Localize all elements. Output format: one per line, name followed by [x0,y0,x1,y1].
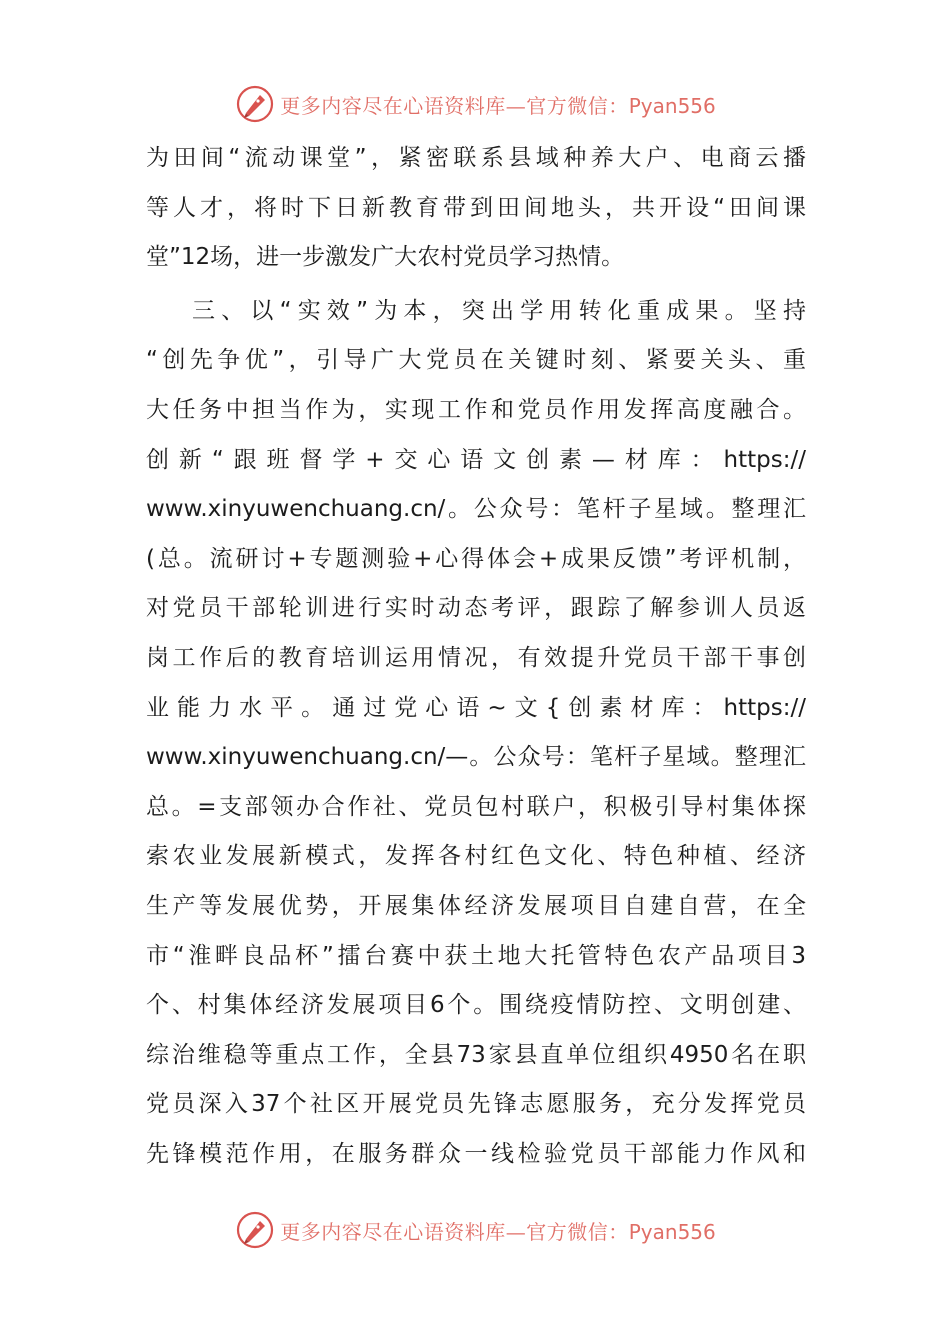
text-line: 堂”12场，进一步激发广大农村党员学习热情。 [146,244,625,271]
footer-banner-id: Pyan556 [628,1219,716,1244]
text-line: (总。流研讨+专题测验+心得体会+成果反馈”考评机制， [146,545,806,572]
text-line: www.xinyuwenchuang.cn/—。公众号：笔杆子星域。整理汇 [146,744,806,771]
footer-banner [0,1206,950,1254]
text-line: 生产等发展优势，开展集体经济发展项目自建自营，在全 [146,892,806,919]
text-line: 索农业发展新模式，发挥各村红色文化、特色种植、经济 [146,843,806,870]
footer-banner-text: 更多内容尽在心语资料库—官方微信：Pyan556 [280,1219,716,1244]
pen-nib-logo-icon [234,83,276,125]
text-line: 对党员干部轮训进行实时动态考评，跟踪了解参训人员返 [146,595,806,622]
text-line: www.xinyuwenchuang.cn/。公众号：笔杆子星域。整理汇 [146,496,806,523]
paragraph-2 [146,287,806,1180]
text-line: “创先争优”，引导广大党员在关键时刻、紧要关头、重 [146,347,806,374]
text-line: 先锋模范作用，在服务群众一线检验党员干部能力作风和 [146,1140,806,1167]
header-banner [0,80,950,128]
header-banner-text: 更多内容尽在心语资料库—官方微信：Pyan556 [280,93,716,118]
text-line: 等人才，将时下日新教育带到田间地头，共开设“田间课 [146,194,806,221]
document-body [146,134,806,1179]
text-line: 岗工作后的教育培训运用情况，有效提升党员干部干事创 [146,644,806,671]
text-line: 总。=支部领办合作社、党员包村联户，积极引导村集体探 [146,793,806,820]
text-line: 三、以“实效”为本，突出学用转化重成果。坚持 [192,297,806,324]
header-banner-id: Pyan556 [628,93,716,118]
text-line: 大任务中担当作为，实现工作和党员作用发挥高度融合。 [146,396,806,423]
text-line: 为田间“流动课堂”，紧密联系县域种养大户、电商云播 [146,145,806,171]
text-line: 个、村集体经济发展项目6个。围绕疫情防控、文明创建、 [146,992,806,1019]
text-line: 党员深入37个社区开展党员先锋志愿服务，充分发挥党员 [146,1091,806,1118]
pen-nib-logo-icon [234,1209,276,1251]
text-line: 市“淮畔良品杯”擂台赛中获土地大托管特色农产品项目3 [146,942,806,969]
paragraph-1 [146,134,806,283]
text-line: 综治维稳等重点工作，全县73家县直单位组织4950名在职 [146,1041,806,1068]
text-line: 创新“跟班督学+交心语文创素—材库：https:// [146,446,806,473]
text-line: 业能力水平。通过党心语~文{创素材库：https:// [146,694,806,721]
